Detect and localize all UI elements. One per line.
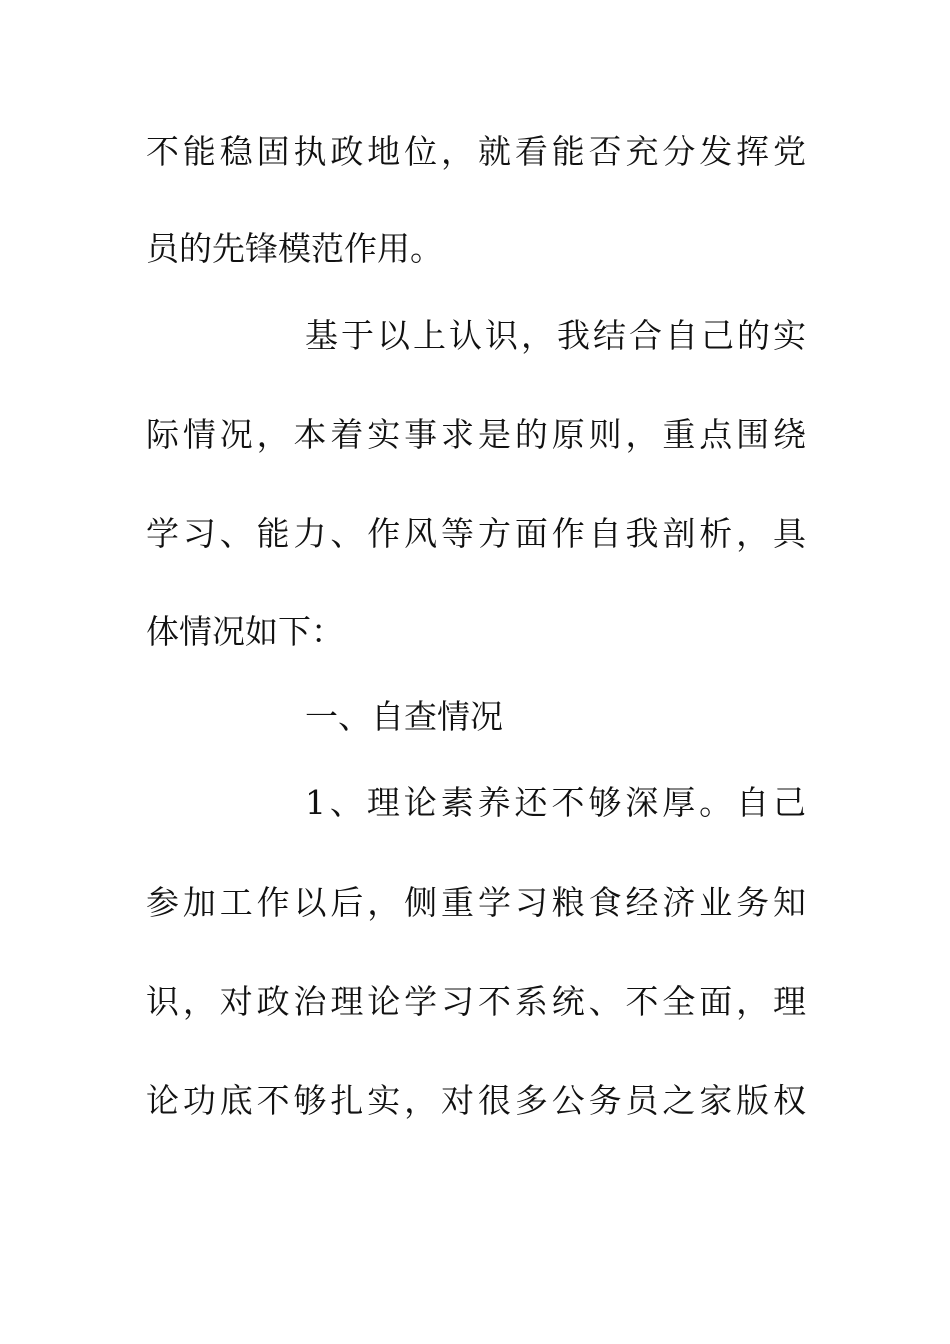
text-line-1: 不能稳固执政地位，就看能否充分发挥党 <box>146 132 806 171</box>
subsection-start-line: 1、理论素养还不够深厚。自己 <box>305 783 806 822</box>
text-line-4: 际情况，本着实事求是的原则，重点围绕 <box>146 415 806 454</box>
text-line-11: 论功底不够扎实，对很多公务员之家版权 <box>146 1081 806 1120</box>
text-line-2: 员的先锋模范作用。 <box>146 229 443 268</box>
paragraph-start-line: 基于以上认识，我结合自己的实 <box>305 316 806 355</box>
text-line-10: 识，对政治理论学习不系统、不全面，理 <box>146 982 806 1021</box>
text-line-6: 体情况如下： <box>146 612 344 651</box>
text-line-9: 参加工作以后，侧重学习粮食经济业务知 <box>146 883 806 922</box>
text-line-5: 学习、能力、作风等方面作自我剖析，具 <box>146 514 806 553</box>
section-heading: 一、自查情况 <box>305 697 503 736</box>
